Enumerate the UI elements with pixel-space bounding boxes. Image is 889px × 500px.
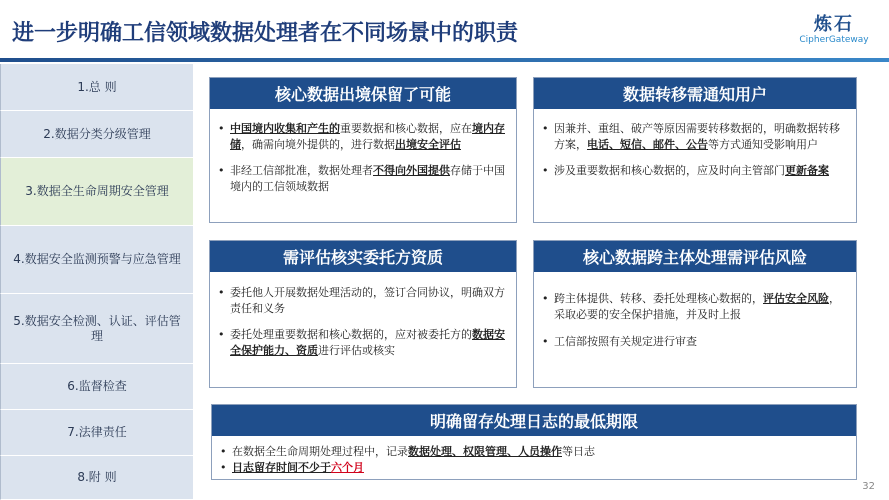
sidebar-item-monitoring[interactable]: 4.数据安全监测预警与应急管理: [0, 226, 193, 294]
list-item: • 工信部按照有关规定进行审查: [542, 335, 697, 348]
list-item: • 跨主体提供、转移、委托处理核心数据的，评估安全风险，采取必要的安全保护措施，并及时上报: [542, 292, 840, 321]
logo-en-text: CipherGateway: [799, 35, 869, 45]
list-item: • 涉及重要数据和核心数据的，应及时向主管部门更新备案: [542, 164, 829, 177]
card-title: 核心数据跨主体处理需评估风险: [534, 241, 856, 272]
sidebar-item-certification[interactable]: 5.数据安全检测、认证、评估管理: [0, 294, 193, 364]
chapter-sidebar: [0, 64, 193, 500]
sidebar-item-appendix[interactable]: 8.附 则: [0, 456, 193, 500]
card-data-transfer: [533, 77, 857, 223]
logo-cn-text: 炼石: [814, 14, 854, 35]
slide-header: [0, 0, 889, 64]
list-item: • 委托处理重要数据和核心数据的，应对被委托方的数据安全保护能力、资质进行评估或核实: [218, 328, 505, 357]
brand-logo: [799, 10, 869, 45]
card-cross-entity: [533, 240, 857, 388]
card-title: 需评估核实委托方资质: [210, 241, 516, 272]
sidebar-item-supervision[interactable]: 6.监督检查: [0, 364, 193, 410]
card-title: 核心数据出境保留了可能: [210, 78, 516, 109]
sidebar-item-liability[interactable]: 7.法律责任: [0, 410, 193, 456]
card-entrustment: [209, 240, 517, 388]
page-title: 进一步明确工信领域数据处理者在不同场景中的职责: [12, 21, 519, 46]
list-item: • 在数据全生命周期处理过程中，记录数据处理、权限管理、人员操作等日志: [220, 445, 595, 458]
list-item: • 因兼并、重组、破产等原因需要转移数据的，明确数据转移方案，电话、短信、邮件、公告等方式通知受影响用户: [542, 122, 840, 151]
card-title: 明确留存处理日志的最低期限: [212, 405, 856, 436]
list-item: • 日志留存时间不少于六个月: [220, 460, 364, 474]
list-item: • 中国境内收集和产生的重要数据和核心数据，应在境内存储，确需向境外提供的，进行数据出境安全评估: [218, 122, 505, 151]
card-core-data-export: [209, 77, 517, 223]
card-log-retention: [211, 404, 857, 480]
card-title: 数据转移需通知用户: [534, 78, 856, 109]
sidebar-item-lifecycle[interactable]: 3.数据全生命周期安全管理: [0, 158, 193, 226]
page-number: 32: [862, 481, 875, 492]
sidebar-item-classification[interactable]: 2.数据分类分级管理: [0, 111, 193, 158]
list-item: • 非经工信部批准，数据处理者不得向外国提供存储于中国境内的工信领域数据: [218, 164, 505, 193]
list-item: • 委托他人开展数据处理活动的，签订合同协议，明确双方责任和义务: [218, 286, 505, 315]
sidebar-item-general[interactable]: 1.总 则: [0, 64, 193, 111]
header-divider: [0, 58, 889, 62]
